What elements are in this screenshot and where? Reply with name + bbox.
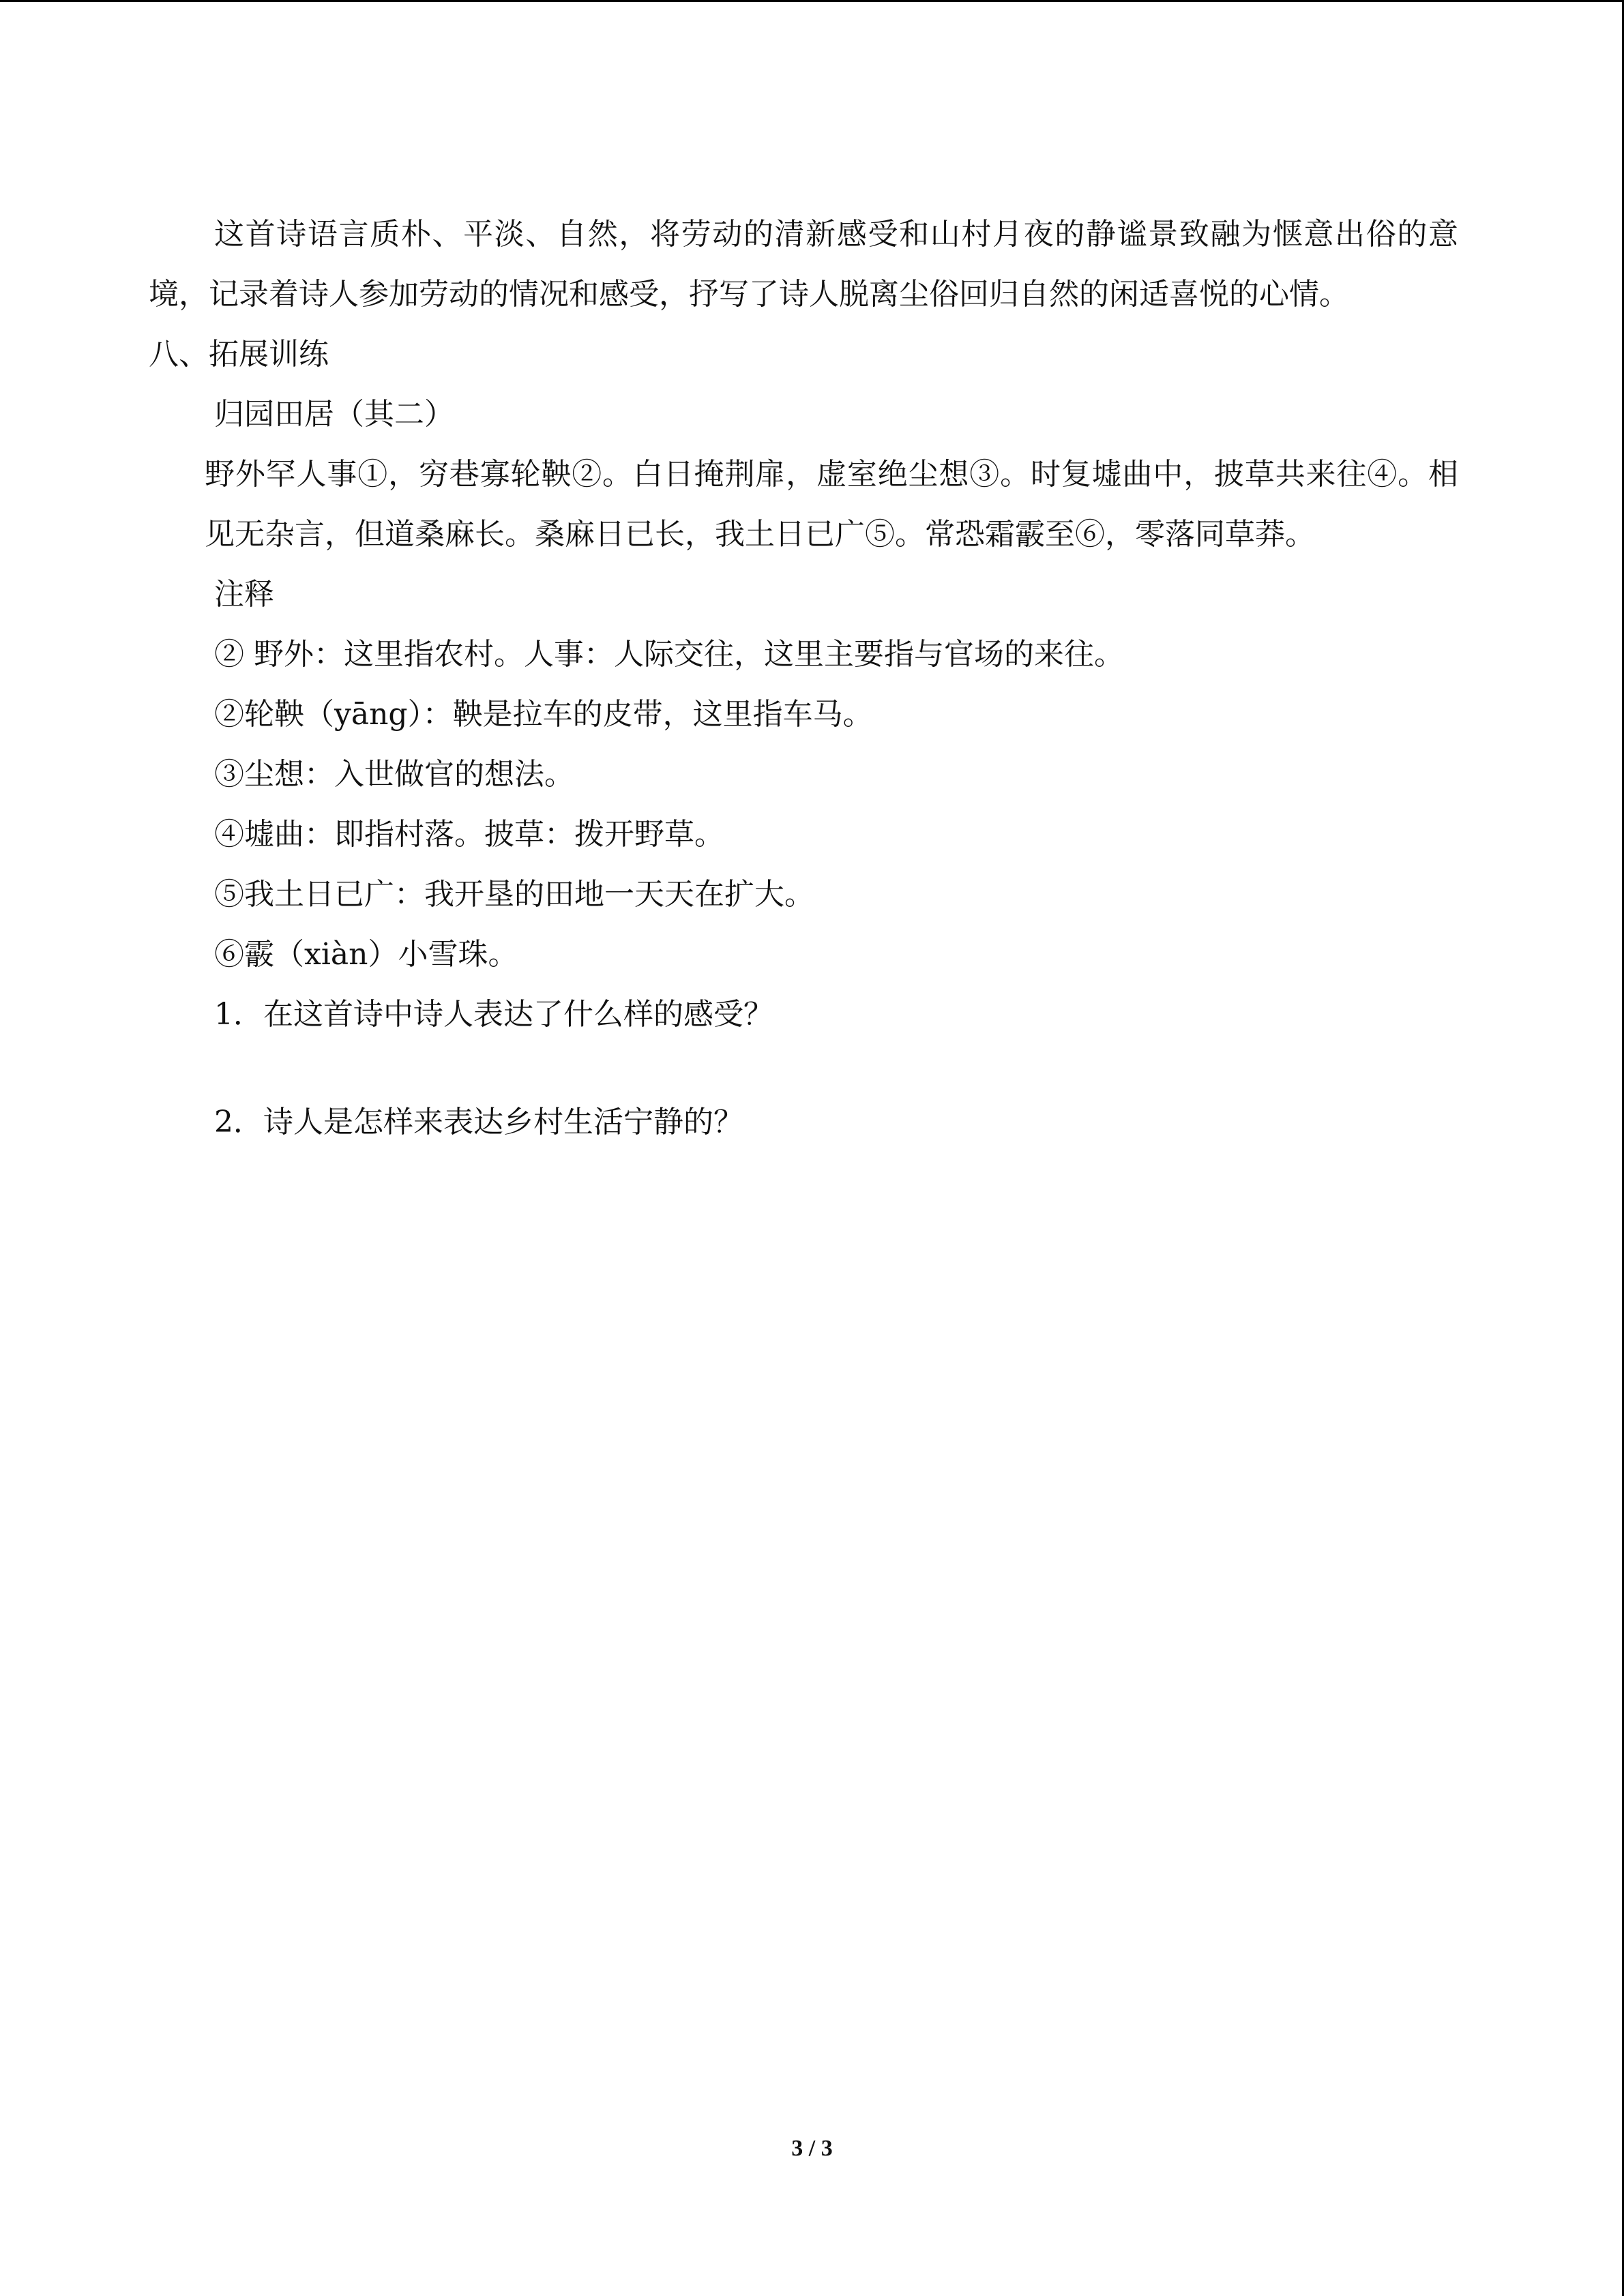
note-item: ②轮鞅（yāng）：鞅是拉车的皮带，这里指车马。	[214, 697, 873, 732]
document-body	[149, 205, 1458, 1152]
notes-list	[149, 625, 1458, 985]
poem-title: 归园田居（其二）	[214, 397, 454, 432]
page-border-top	[0, 0, 1624, 2]
note-item: ② 野外：这里指农村。人事：人际交往，这里主要指与官场的来往。	[214, 637, 1124, 672]
question-2: 2．诗人是怎样来表达乡村生活宁静的？	[214, 1105, 743, 1139]
section-heading: 八、拓展训练	[149, 337, 329, 372]
answer-space	[149, 1045, 1458, 1092]
page-number: 3 / 3	[791, 2136, 833, 2161]
note-item: ④墟曲：即指村落。披草：拨开野草。	[214, 817, 724, 852]
note-item: ⑥霰（xiàn）小雪珠。	[214, 937, 518, 972]
note-item: ⑤我土日已广：我开垦的田地一天天在扩大。	[214, 877, 814, 912]
summary-paragraph: 这首诗语言质朴、平淡、自然，将劳动的清新感受和山村月夜的静谧景致融为惬意出俗的意境，记录着诗人参加劳动的情况和感受，抒写了诗人脱离尘俗回归自然的闲适喜悦的心情。	[149, 217, 1458, 312]
question-1: 1．在这首诗中诗人表达了什么样的感受？	[214, 997, 773, 1032]
notes-heading: 注释	[214, 577, 274, 612]
note-item: ③尘想：入世做官的想法。	[214, 757, 574, 792]
poem-text: 野外罕人事①，穷巷寡轮鞅②。白日掩荆扉，虚室绝尘想③。时复墟曲中，披草共来往④。相见无杂言，但道桑麻长。桑麻日已长，我土日已广⑤。常恐霜霰至⑥，零落同草莽。	[205, 457, 1458, 552]
